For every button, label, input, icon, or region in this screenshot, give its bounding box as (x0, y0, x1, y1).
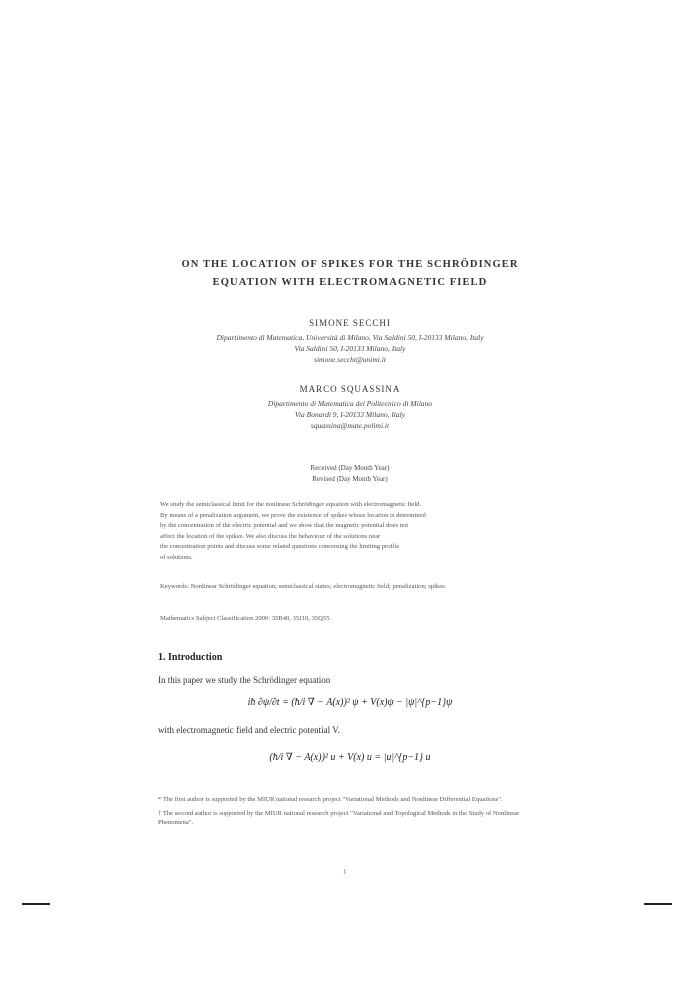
body-paragraph: In this paper we study the Schrödinger equation (158, 675, 331, 685)
revised-date: Revised (Day Month Year) (312, 475, 388, 483)
affiliation-line: Via Bonardi 9, I-20133 Milano, Italy (294, 410, 406, 419)
author-affiliation (150, 398, 550, 431)
affiliation-line: Dipartimento di Matematica, Università di Milano, Via Saldini 50, I-20133 Milano, Italy (216, 333, 484, 342)
author-name: SIMONE SECCHI (309, 318, 391, 328)
paper-title (150, 256, 550, 292)
manuscript-dates (150, 463, 550, 485)
abstract-line: We study the semiclassical limit for the nonlinear Schrödinger equation with electromagnetic field. (160, 501, 422, 508)
abstract-line: By means of a penalization argument, we prove the existence of spikes whose location is determined (160, 511, 426, 519)
crop-mark-right (644, 903, 672, 905)
abstract (160, 500, 540, 563)
affiliation-line: Via Saldini 50, I-20133 Milano, Italy (294, 344, 406, 353)
affiliation-line: Dipartimento di Matematica del Politecnico di Milano (267, 399, 433, 408)
equation: iħ ∂ψ/∂t = (ħ/i ∇ − A(x))² ψ + V(x)ψ − |ψ|^{p−1}ψ (247, 697, 453, 708)
keywords: Keywords: Nonlinear Schrödinger equation; semiclassical states; electromagnetic field; penalization; spikes. (160, 583, 447, 590)
footnote: * The first author is supported by the MIUR national research project "Variational Methods and Nonlinear Differential Equations". (158, 796, 503, 803)
body-paragraph: with electromagnetic field and electric potential V. (158, 725, 340, 735)
footnotes (158, 795, 548, 828)
author-email: simone.secchi@unimi.it (314, 355, 386, 364)
author-name: MARCO SQUASSINA (299, 384, 401, 394)
author-email: squassina@mate.polimi.it (310, 421, 390, 430)
page-number: 1 (343, 868, 347, 876)
title-line: EQUATION WITH ELECTROMAGNETIC FIELD (212, 277, 488, 288)
received-date: Received (Day Month Year) (310, 464, 390, 472)
abstract-line: the concentration points and discuss some related questions concerning the limiting profile (160, 543, 400, 550)
crop-mark-left (22, 903, 50, 905)
section-heading: 1. Introduction (158, 652, 223, 663)
author-affiliation (150, 332, 550, 365)
abstract-line: affect the location of the spikes. We also discuss the behaviour of the solutions near (160, 532, 381, 540)
equation: (ħ/i ∇ − A(x))² u + V(x) u = |u|^{p−1} u (269, 752, 431, 763)
footnote: † The second author is supported by the MIUR national research project "Variational and Topological Methods in the Study of Nonlinear Phenomena". (158, 809, 520, 826)
subject-classification: Mathematics Subject Classification 2000: 35B40, 35J10, 35Q55. (160, 615, 332, 622)
abstract-line: by the concentration of the electric potential and we show that the magnetic potential does not (160, 522, 409, 529)
abstract-line: of solutions. (160, 553, 193, 561)
title-line: ON THE LOCATION OF SPIKES FOR THE SCHRÖDINGER (181, 259, 519, 270)
